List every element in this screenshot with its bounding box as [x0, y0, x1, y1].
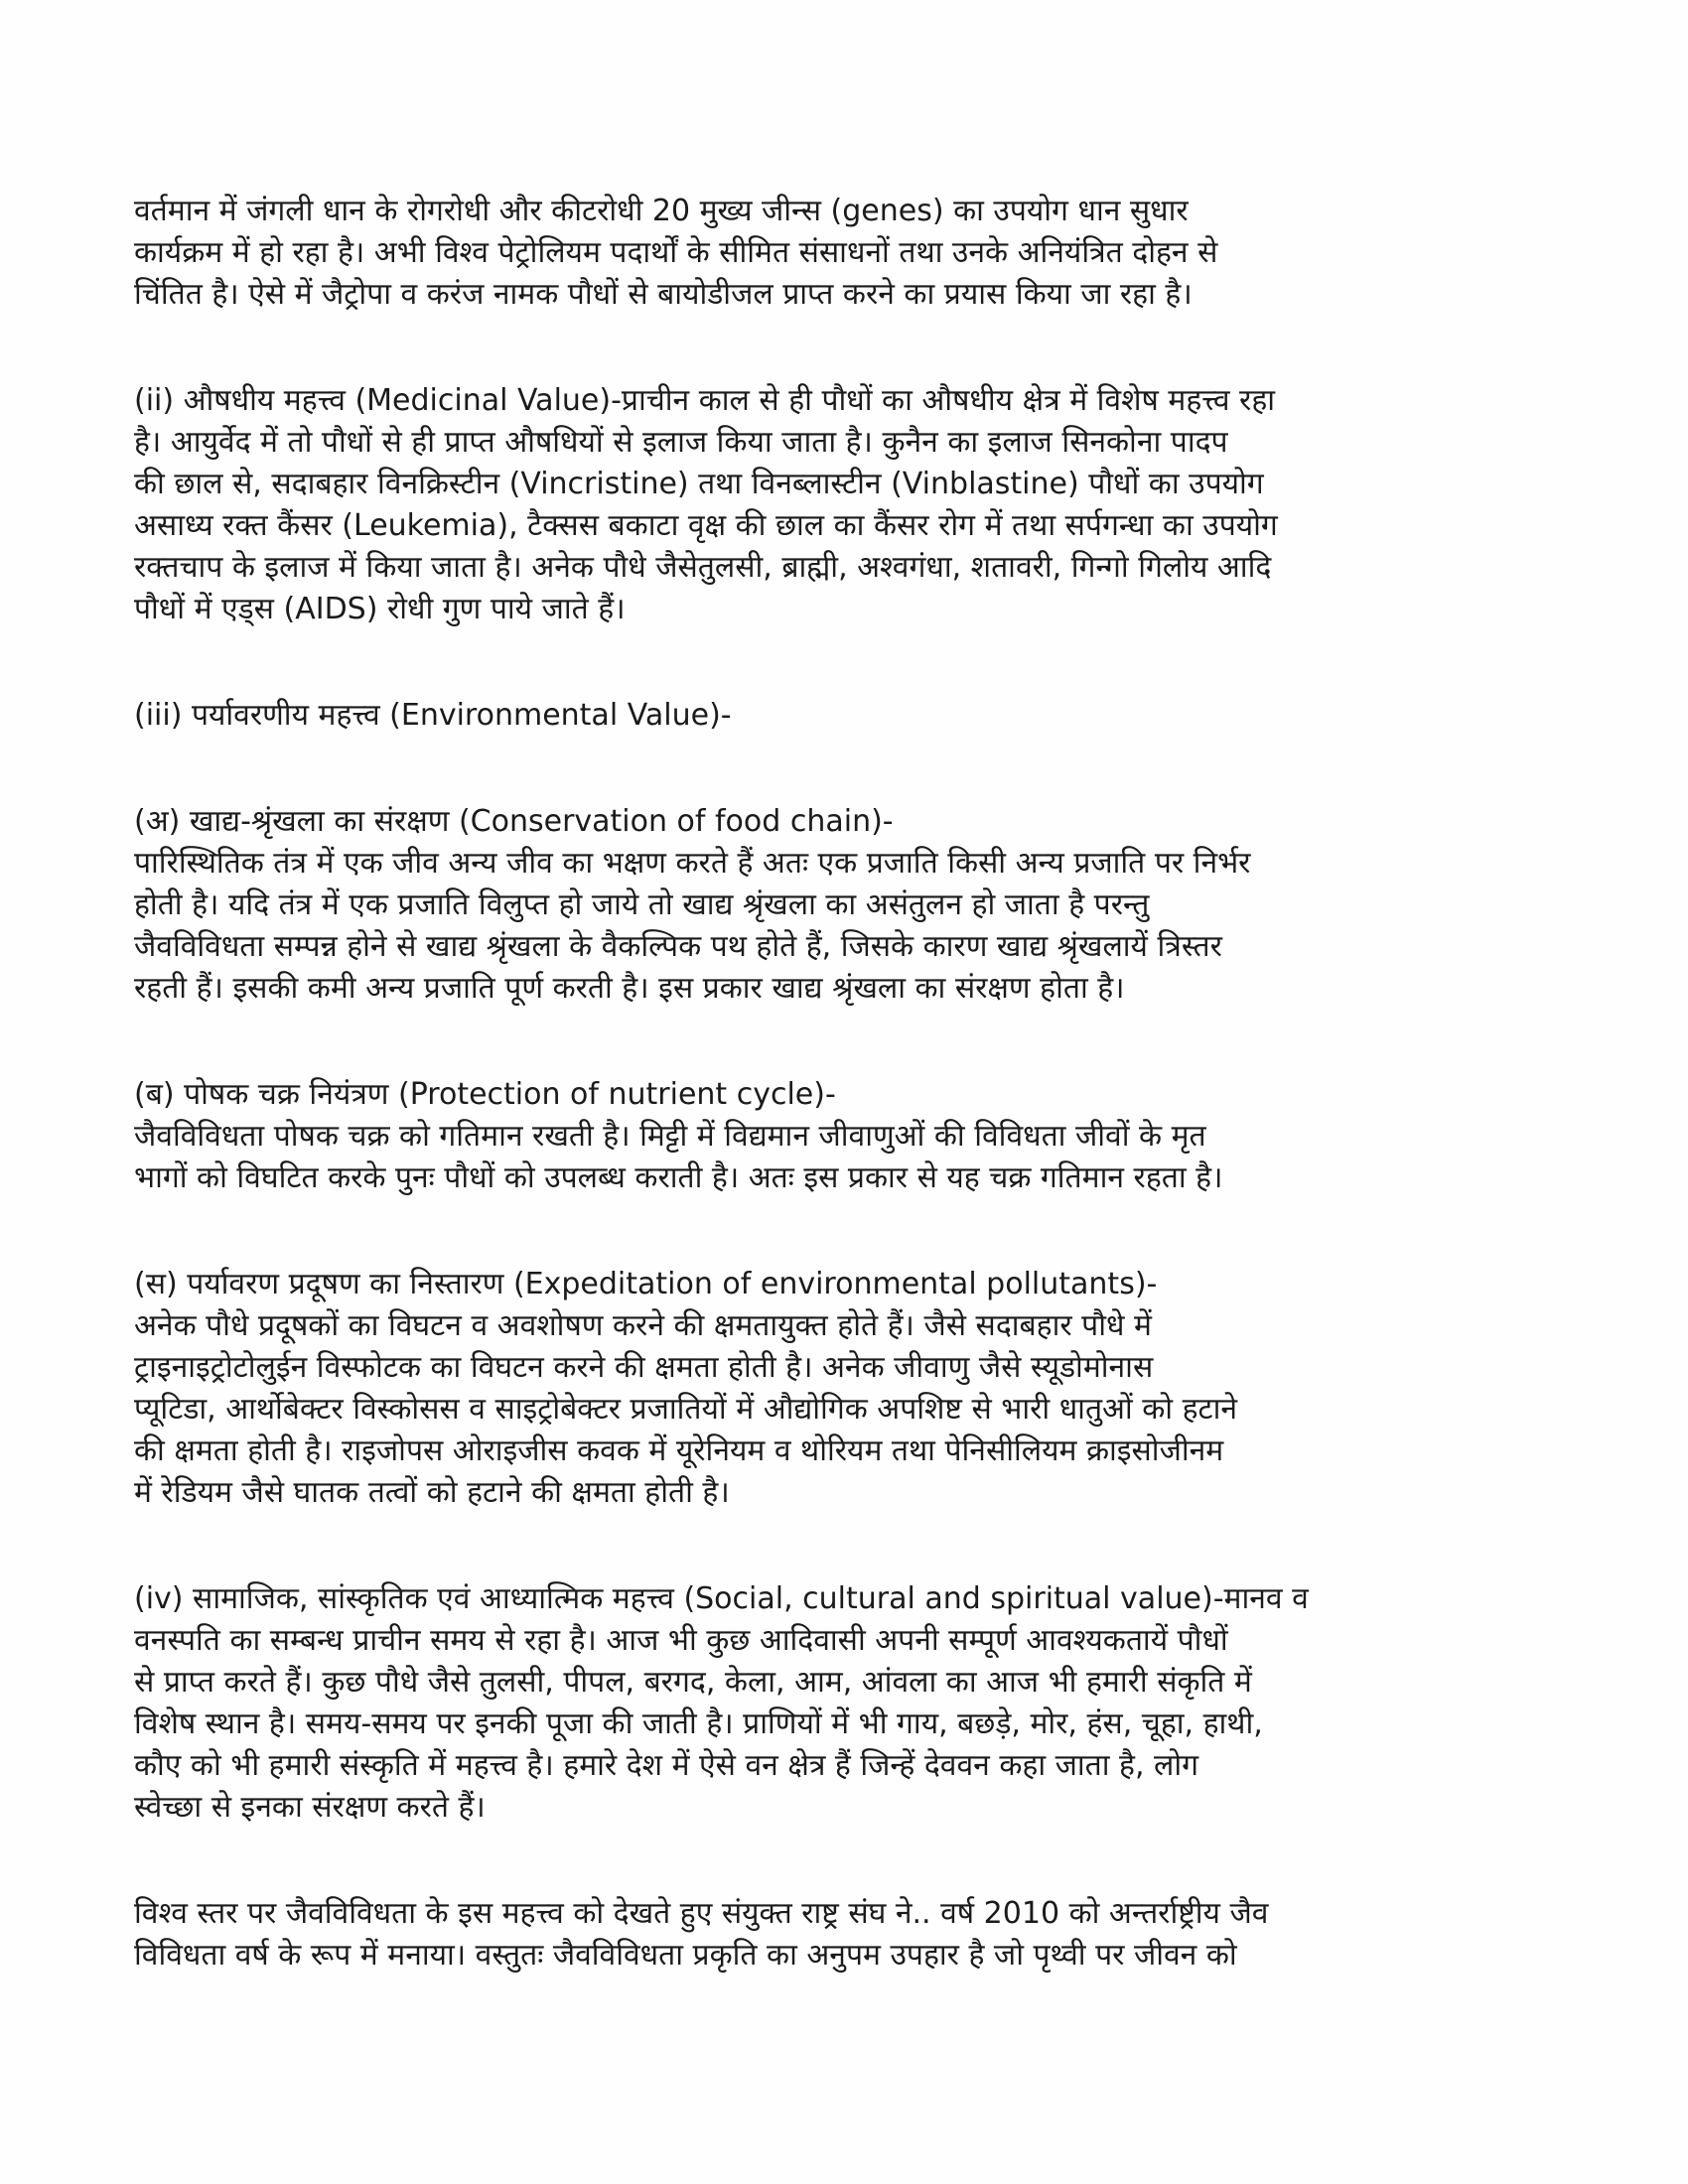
- text-line: ट्राइनाइट्रोटोलुईन विस्फोटक का विघटन करने की क्षमता होती है। अनेक जीवाणु जैसे स्यूडोमोनास: [134, 1350, 1154, 1385]
- text-line: रहती हैं। इसकी कमी अन्य प्रजाति पूर्ण करती है। इस प्रकार खाद्य श्रृंखला का संरक्षण होता है।: [134, 971, 1125, 1006]
- text-line: (ii) औषधीय महत्त्व (Medicinal Value)-प्राचीन काल से ही पौधों का औषधीय क्षेत्र में विशेष महत्त्व रहा: [134, 383, 1276, 418]
- text-line: की क्षमता होती है। राइजोपस ओराइजीस कवक में यूरेनियम व थोरियम तथा पेनिसीलियम क्राइसोजीनम: [134, 1433, 1224, 1468]
- text-line: वनस्पति का सम्बन्ध प्राचीन समय से रहा है। आज भी कुछ आदिवासी अपनी सम्पूर्ण आवश्यकतायें पौधों: [134, 1623, 1228, 1658]
- paragraph: [134, 191, 1569, 316]
- text-line: चिंतित है। ऐसे में जैट्रोपा व करंज नामक पौधों से बायोडीजल प्राप्त करने का प्रयास किया जा रहा है।: [134, 277, 1193, 312]
- text-line: जैवविविधता सम्पन्न होने से खाद्य श्रृंखला के वैकल्पिक पथ होते हैं, जिसके कारण खाद्य श्रृंखलायें त्रिस्तर: [134, 929, 1222, 964]
- paragraph: [134, 1074, 1569, 1199]
- text-line: विश्व स्तर पर जैवविविधता के इस महत्त्व को देखते हुए संयुक्त राष्ट्र संघ ने.. वर्ष 2010 को अन्तर्राष्ट्रीय जैव: [134, 1896, 1269, 1931]
- text-line: है। आयुर्वेद में तो पौधों से ही प्राप्त औषधियों से इलाज किया जाता है। कुनैन का इलाज सिनकोना पादप: [134, 425, 1228, 460]
- text-line: होती है। यदि तंत्र में एक प्रजाति विलुप्त हो जाये तो खाद्य श्रृंखला का असंतुलन हो जाता है परन्तु: [134, 887, 1150, 922]
- paragraph: [134, 801, 1569, 1010]
- paragraph: [134, 1578, 1569, 1829]
- text-line: पारिस्थितिक तंत्र में एक जीव अन्य जीव का भक्षण करते हैं अतः एक प्रजाति किसी अन्य प्रजाति पर निर्भर: [134, 846, 1251, 881]
- text-line: विशेष स्थान है। समय-समय पर इनकी पूजा की जाती है। प्राणियों में भी गाय, बछड़े, मोर, हंस, चूहा, हाथी,: [134, 1706, 1263, 1741]
- text-line: की छाल से, सदाबहार विनक्रिस्टीन (Vincristine) तथा विनब्लास्टीन (Vinblastine) पौधों का उपयोग: [134, 467, 1264, 501]
- text-line: (स) पर्यावरण प्रदूषण का निस्तारण (Expeditation of environmental pollutants)-: [134, 1267, 1158, 1301]
- text-line: (iii) पर्यावरणीय महत्त्व (Environmental Value)-: [134, 698, 732, 733]
- text-line: से प्राप्त करते हैं। कुछ पौधे जैसे तुलसी, पीपल, बरगद, केला, आम, आंवला का आज भी हमारी संकृति में: [134, 1665, 1252, 1700]
- text-line: भागों को विघटित करके पुनः पौधों को उपलब्ध कराती है। अतः इस प्रकार से यह चक्र गतिमान रहता है।: [134, 1160, 1223, 1195]
- document-body: [134, 191, 1569, 2041]
- text-line: में रेडियम जैसे घातक तत्वों को हटाने की क्षमता होती है।: [134, 1475, 730, 1510]
- text-line: पौधों में एड्स (AIDS) रोधी गुण पाये जाते हैं।: [134, 592, 626, 626]
- text-line: कौए को भी हमारी संस्कृति में महत्त्व है। हमारे देश में ऐसे वन क्षेत्र हैं जिन्हें देववन कहा जाता है, लोग: [134, 1748, 1199, 1783]
- text-line: जैवविविधता पोषक चक्र को गतिमान रखती है। मिट्टी में विद्यमान जीवाणुओं की विविधता जीवों के मृत: [134, 1119, 1206, 1154]
- text-line: असाध्य रक्त कैंसर (Leukemia), टैक्सस बकाटा वृक्ष की छाल का कैंसर रोग में तथा सर्पगन्धा का उपयोग: [134, 508, 1278, 543]
- paragraph: [134, 1264, 1569, 1514]
- paragraph: [134, 1893, 1569, 1977]
- paragraph: [134, 695, 1569, 737]
- text-line: रक्तचाप के इलाज में किया जाता है। अनेक पौधे जैसेतुलसी, ब्राह्मी, अश्वगंधा, शतावरी, गिन्गो गिलोय आदि: [134, 550, 1272, 585]
- text-line: कार्यक्रम में हो रहा है। अभी विश्व पेट्रोलियम पदार्थों के सीमित संसाधनों तथा उनके अनियंत्रित दोहन से: [134, 235, 1218, 270]
- text-line: (iv) सामाजिक, सांस्कृतिक एवं आध्यात्मिक महत्त्व (Social, cultural and spiritual value)-मानव व: [134, 1581, 1309, 1616]
- text-line: अनेक पौधे प्रदूषकों का विघटन व अवशोषण करने की क्षमतायुक्त होते हैं। जैसे सदाबहार पौधे में: [134, 1308, 1152, 1343]
- text-line: विविधता वर्ष के रूप में मनाया। वस्तुतः जैवविविधता प्रकृति का अनुपम उपहार है जो पृथ्वी पर जीवन को: [134, 1938, 1237, 1973]
- text-line: वर्तमान में जंगली धान के रोगरोधी और कीटरोधी 20 मुख्य जीन्स (genes) का उपयोग धान सुधार: [134, 194, 1189, 228]
- text-line: स्वेच्छा से इनका संरक्षण करते हैं।: [134, 1790, 486, 1825]
- paragraph: [134, 380, 1569, 630]
- text-line: प्यूटिडा, आर्थोबेक्टर विस्कोसस व साइट्रोबेक्टर प्रजातियों में औद्योगिक अपशिष्ट से भारी धातुओं को हटाने: [134, 1392, 1238, 1427]
- text-line: (ब) पोषक चक्र नियंत्रण (Protection of nutrient cycle)-: [134, 1077, 836, 1112]
- text-line: (अ) खाद्य-श्रृंखला का संरक्षण (Conservation of food chain)-: [134, 804, 894, 839]
